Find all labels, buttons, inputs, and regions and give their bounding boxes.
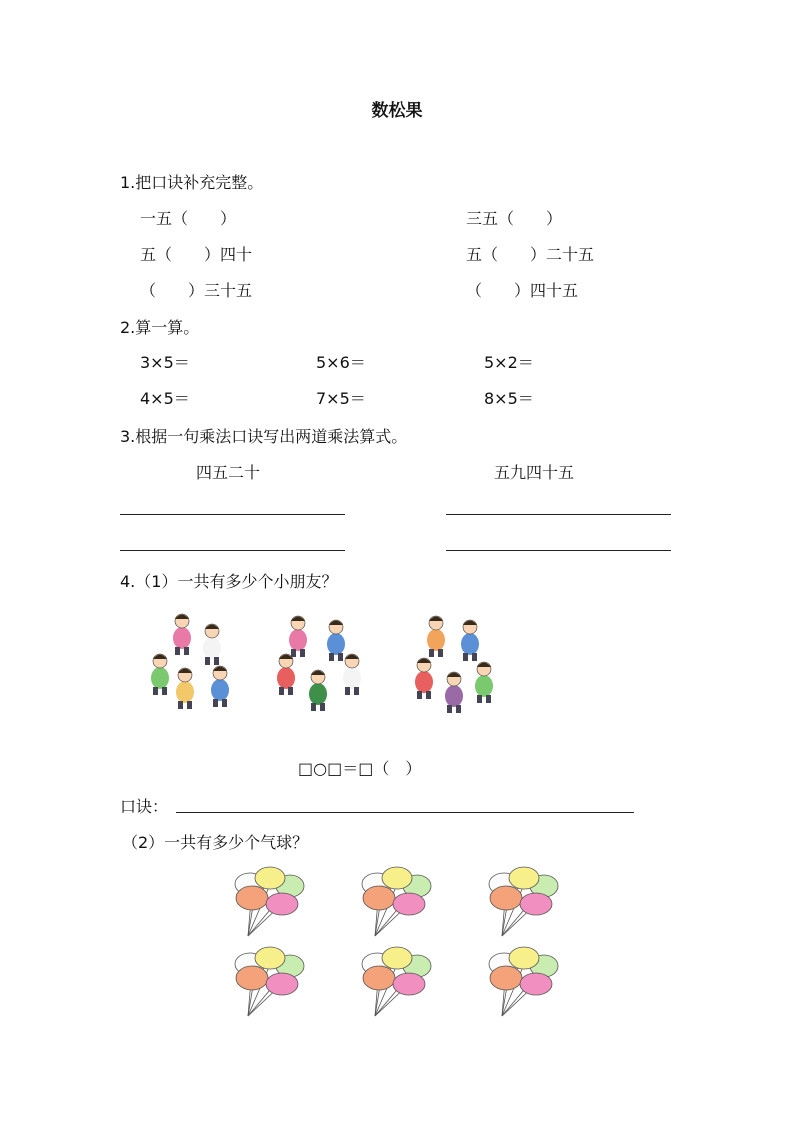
q1-heading: 1.把口诀补充完整。 [120, 173, 264, 192]
q3-rhyme-left: 四五二十 [196, 463, 261, 482]
q2-item-4: 4×5＝ [140, 389, 190, 408]
answer-line-4[interactable] [446, 550, 671, 551]
q2-item-3: 5×2＝ [484, 353, 534, 372]
q4-formula: □○□＝□（ ） [298, 759, 422, 778]
children-illustration [140, 608, 520, 728]
q3-rhyme-right: 五九四十五 [494, 463, 575, 482]
balloon-bunch-3 [489, 867, 558, 936]
q1-item-5: （ ）三十五 [140, 281, 253, 300]
q1-item-3: 五（ ）四十 [140, 245, 253, 264]
balloon-bunch-2 [362, 867, 431, 936]
answer-line-2[interactable] [446, 514, 671, 515]
q2-item-5: 7×5＝ [316, 389, 366, 408]
koujue-label: 口诀： [120, 797, 169, 816]
q1-item-4: 五（ ）二十五 [466, 245, 595, 264]
q2-item-6: 8×5＝ [484, 389, 534, 408]
answer-line-3[interactable] [120, 550, 345, 551]
page-title: 数松果 [371, 101, 423, 121]
balloon-bunch-5 [362, 947, 431, 1016]
q1-item-6: （ ）四十五 [466, 281, 579, 300]
children-group-1 [151, 614, 229, 709]
q2-item-2: 5×6＝ [316, 353, 366, 372]
q4-part2-heading: （2）一共有多少个气球？ [122, 833, 309, 852]
q3-heading: 3.根据一句乘法口诀写出两道乘法算式。 [120, 427, 408, 446]
balloon-bunch-6 [489, 947, 558, 1016]
q4-part1-heading: 4.（1）一共有多少个小朋友？ [120, 572, 338, 591]
q1-item-2: 三五（ ） [466, 209, 563, 228]
balloon-bunch-1 [235, 867, 304, 936]
q1-item-1: 一五（ ） [140, 209, 237, 228]
children-group-2 [277, 616, 361, 711]
children-group-3 [415, 616, 493, 713]
balloon-bunches [235, 867, 558, 1016]
q2-item-1: 3×5＝ [140, 353, 190, 372]
answer-line-1[interactable] [120, 514, 345, 515]
q2-heading: 2.算一算。 [120, 318, 200, 337]
balloon-bunch-4 [235, 947, 304, 1016]
balloons-illustration [230, 866, 570, 1026]
koujue-answer-line[interactable] [176, 812, 634, 813]
